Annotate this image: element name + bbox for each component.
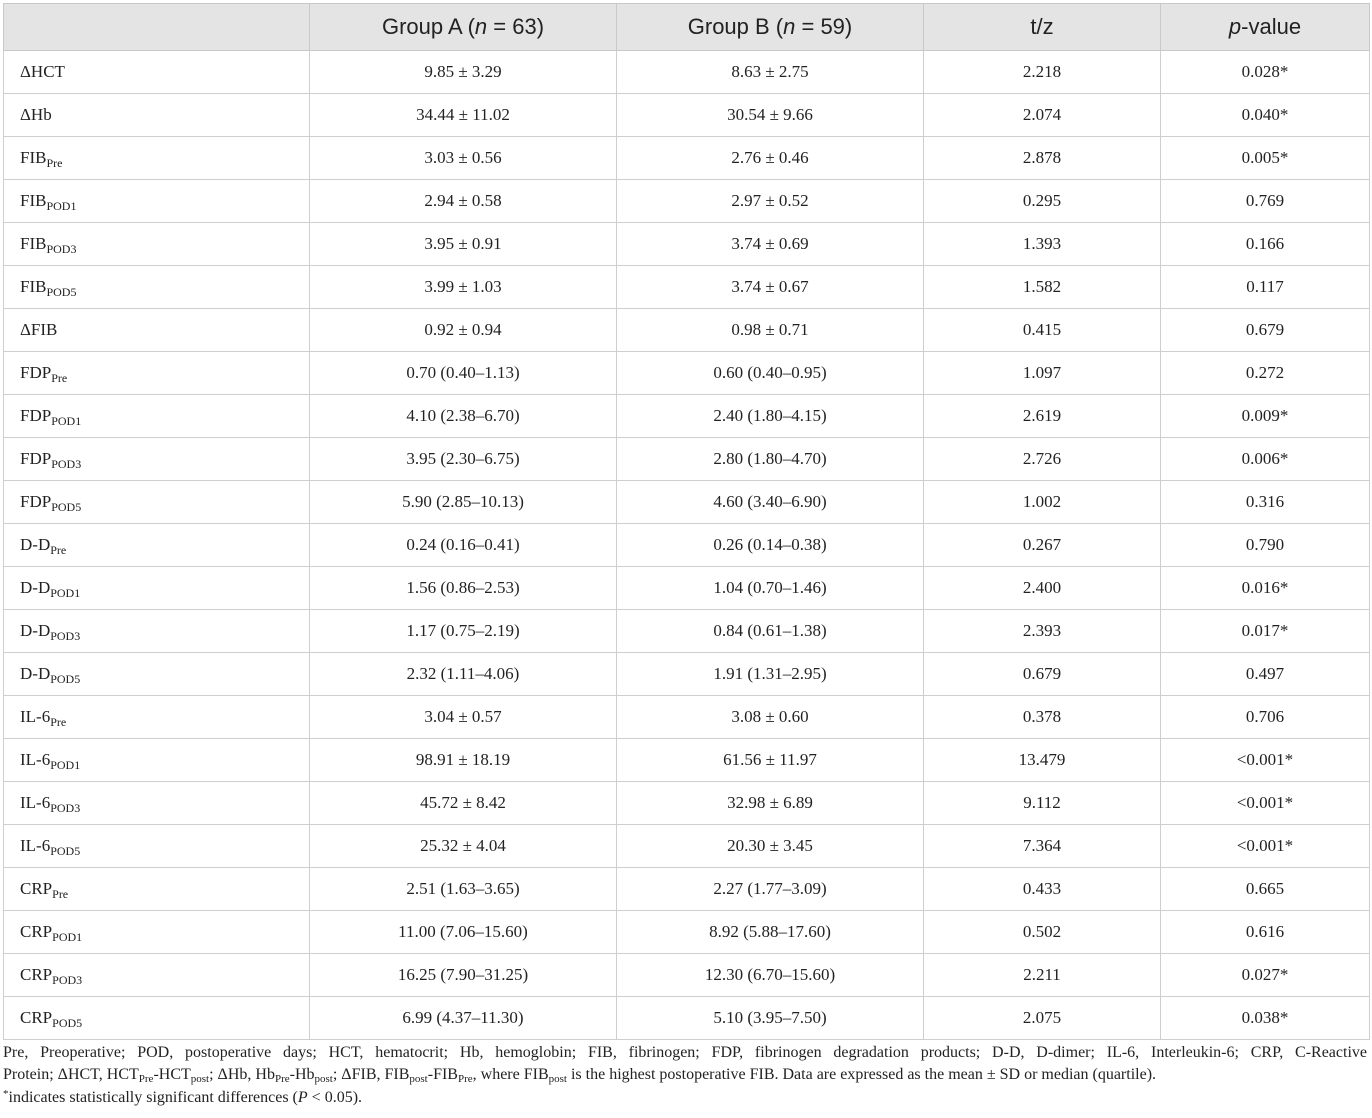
row-label-base: D-D (20, 621, 51, 640)
row-label-base: IL-6 (20, 836, 51, 855)
cell-p-value: 0.316 (1161, 481, 1370, 524)
table-row (4, 868, 1370, 911)
row-label-base: ΔHb (20, 105, 52, 124)
row-label-base: ΔHCT (20, 62, 65, 81)
row-label-base: FDP (20, 363, 52, 382)
row-label (4, 868, 310, 911)
cell-t-z: 7.364 (924, 825, 1161, 868)
cell-group-a: 0.70 (0.40–1.13) (310, 352, 617, 395)
cell-group-a: 6.99 (4.37–11.30) (310, 997, 617, 1040)
cell-group-a: 3.03 ± 0.56 (310, 137, 617, 180)
row-label-subscript: POD5 (46, 285, 77, 299)
table-row (4, 266, 1370, 309)
row-label (4, 610, 310, 653)
cell-group-b: 0.60 (0.40–0.95) (617, 352, 924, 395)
cell-t-z: 2.075 (924, 997, 1161, 1040)
cell-t-z: 1.582 (924, 266, 1161, 309)
cell-t-z: 1.393 (924, 223, 1161, 266)
header-group-b: Group B (n = 59) (617, 4, 924, 51)
row-label-base: CRP (20, 922, 53, 941)
row-label (4, 266, 310, 309)
table-row (4, 137, 1370, 180)
cell-p-value: <0.001* (1161, 825, 1370, 868)
cell-group-a: 98.91 ± 18.19 (310, 739, 617, 782)
row-label (4, 524, 310, 567)
cell-group-b: 20.30 ± 3.45 (617, 825, 924, 868)
cell-t-z: 0.295 (924, 180, 1161, 223)
cell-group-a: 11.00 (7.06–15.60) (310, 911, 617, 954)
row-label-base: ΔFIB (20, 320, 58, 339)
table-row (4, 223, 1370, 266)
table-row (4, 524, 1370, 567)
cell-p-value: 0.497 (1161, 653, 1370, 696)
cell-t-z: 2.074 (924, 94, 1161, 137)
cell-p-value: 0.117 (1161, 266, 1370, 309)
row-label-subscript: POD5 (50, 672, 81, 686)
header-row (4, 4, 1370, 51)
row-label-subscript: POD5 (50, 844, 81, 858)
table-row (4, 911, 1370, 954)
row-label-subscript: POD5 (52, 1016, 83, 1030)
row-label-base: FIB (20, 277, 47, 296)
cell-group-b: 12.30 (6.70–15.60) (617, 954, 924, 997)
cell-t-z: 0.433 (924, 868, 1161, 911)
table-row (4, 610, 1370, 653)
table-row (4, 696, 1370, 739)
row-label-base: CRP (20, 965, 53, 984)
row-label (4, 51, 310, 94)
row-label (4, 309, 310, 352)
row-label-subscript: POD1 (52, 930, 83, 944)
row-label-subscript: Pre (50, 543, 67, 557)
table-container (3, 3, 1369, 1040)
row-label (4, 395, 310, 438)
row-label (4, 438, 310, 481)
table-row (4, 825, 1370, 868)
row-label-base: D-D (20, 535, 51, 554)
cell-p-value: 0.016* (1161, 567, 1370, 610)
row-label (4, 567, 310, 610)
cell-group-a: 1.17 (0.75–2.19) (310, 610, 617, 653)
footnote-line-3: *indicates statistically significant differences (P < 0.05). (3, 1088, 363, 1106)
table-body (4, 51, 1370, 1040)
row-label-base: IL-6 (20, 707, 51, 726)
row-label (4, 696, 310, 739)
cell-p-value: 0.027* (1161, 954, 1370, 997)
row-label-subscript: POD1 (50, 586, 81, 600)
cell-t-z: 2.878 (924, 137, 1161, 180)
row-label-subscript: Pre (46, 156, 63, 170)
cell-t-z: 0.502 (924, 911, 1161, 954)
row-label-base: D-D (20, 578, 51, 597)
cell-group-a: 34.44 ± 11.02 (310, 94, 617, 137)
cell-group-a: 1.56 (0.86–2.53) (310, 567, 617, 610)
table-row (4, 782, 1370, 825)
cell-t-z: 0.378 (924, 696, 1161, 739)
cell-group-b: 1.91 (1.31–2.95) (617, 653, 924, 696)
cell-group-a: 3.95 ± 0.91 (310, 223, 617, 266)
cell-group-b: 0.84 (0.61–1.38) (617, 610, 924, 653)
cell-group-b: 0.26 (0.14–0.38) (617, 524, 924, 567)
row-label-base: FDP (20, 449, 52, 468)
table-row (4, 481, 1370, 524)
table-row (4, 395, 1370, 438)
table-row (4, 739, 1370, 782)
row-label (4, 481, 310, 524)
table-row (4, 309, 1370, 352)
cell-p-value: 0.005* (1161, 137, 1370, 180)
row-label-subscript: Pre (52, 887, 69, 901)
cell-group-a: 45.72 ± 8.42 (310, 782, 617, 825)
table-row (4, 567, 1370, 610)
cell-group-a: 16.25 (7.90–31.25) (310, 954, 617, 997)
cell-t-z: 1.002 (924, 481, 1161, 524)
cell-t-z: 2.619 (924, 395, 1161, 438)
cell-group-b: 32.98 ± 6.89 (617, 782, 924, 825)
cell-group-b: 2.27 (1.77–3.09) (617, 868, 924, 911)
row-label (4, 782, 310, 825)
row-label-base: FIB (20, 234, 47, 253)
row-label-base: FDP (20, 492, 52, 511)
results-table (3, 3, 1370, 1040)
table-row (4, 51, 1370, 94)
table-row (4, 94, 1370, 137)
cell-t-z: 9.112 (924, 782, 1161, 825)
cell-group-b: 4.60 (3.40–6.90) (617, 481, 924, 524)
table-row (4, 352, 1370, 395)
cell-p-value: 0.665 (1161, 868, 1370, 911)
cell-group-b: 8.92 (5.88–17.60) (617, 911, 924, 954)
cell-t-z: 2.400 (924, 567, 1161, 610)
cell-group-b: 3.08 ± 0.60 (617, 696, 924, 739)
cell-t-z: 13.479 (924, 739, 1161, 782)
cell-t-z: 2.211 (924, 954, 1161, 997)
row-label (4, 653, 310, 696)
row-label (4, 352, 310, 395)
row-label-base: FIB (20, 148, 47, 167)
table-row (4, 997, 1370, 1040)
cell-group-b: 0.98 ± 0.71 (617, 309, 924, 352)
cell-p-value: <0.001* (1161, 782, 1370, 825)
cell-group-b: 2.40 (1.80–4.15) (617, 395, 924, 438)
cell-group-a: 2.32 (1.11–4.06) (310, 653, 617, 696)
cell-group-b: 5.10 (3.95–7.50) (617, 997, 924, 1040)
table-footnote (3, 1042, 1367, 1110)
row-label-base: D-D (20, 664, 51, 683)
row-label-base: IL-6 (20, 750, 51, 769)
cell-p-value: 0.769 (1161, 180, 1370, 223)
row-label-subscript: POD1 (51, 414, 82, 428)
cell-p-value: 0.028* (1161, 51, 1370, 94)
cell-group-a: 3.95 (2.30–6.75) (310, 438, 617, 481)
cell-t-z: 0.267 (924, 524, 1161, 567)
row-label-subscript: POD1 (50, 758, 81, 772)
cell-p-value: 0.009* (1161, 395, 1370, 438)
row-label-subscript: POD3 (50, 629, 81, 643)
cell-group-b: 3.74 ± 0.67 (617, 266, 924, 309)
row-label (4, 997, 310, 1040)
row-label-base: FDP (20, 406, 52, 425)
cell-group-a: 0.24 (0.16–0.41) (310, 524, 617, 567)
row-label-base: FIB (20, 191, 47, 210)
row-label (4, 180, 310, 223)
row-label-subscript: POD5 (51, 500, 82, 514)
cell-p-value: 0.679 (1161, 309, 1370, 352)
cell-group-a: 9.85 ± 3.29 (310, 51, 617, 94)
row-label-base: CRP (20, 879, 53, 898)
cell-p-value: 0.017* (1161, 610, 1370, 653)
row-label-subscript: Pre (50, 715, 67, 729)
row-label (4, 94, 310, 137)
table-row (4, 954, 1370, 997)
footnote-line-2: Protein; ΔHCT, HCTPre-HCTpost; ΔHb, HbPre-Hbpost; ΔFIB, FIBpost-FIBPre, where FIBpost is the highest postoperative FIB. Data are expressed as the mean ± SD or median (quartile). (3, 1066, 1157, 1085)
cell-group-b: 1.04 (0.70–1.46) (617, 567, 924, 610)
cell-group-b: 30.54 ± 9.66 (617, 94, 924, 137)
header-group-a: Group A (n = 63) (310, 4, 617, 51)
cell-p-value: 0.790 (1161, 524, 1370, 567)
header-variable (4, 4, 310, 51)
cell-group-a: 2.94 ± 0.58 (310, 180, 617, 223)
row-label (4, 223, 310, 266)
table-row (4, 438, 1370, 481)
cell-t-z: 1.097 (924, 352, 1161, 395)
cell-t-z: 2.218 (924, 51, 1161, 94)
cell-group-b: 61.56 ± 11.97 (617, 739, 924, 782)
cell-p-value: 0.038* (1161, 997, 1370, 1040)
cell-group-a: 4.10 (2.38–6.70) (310, 395, 617, 438)
cell-t-z: 0.679 (924, 653, 1161, 696)
cell-group-b: 8.63 ± 2.75 (617, 51, 924, 94)
cell-p-value: 0.166 (1161, 223, 1370, 266)
cell-t-z: 2.393 (924, 610, 1161, 653)
row-label (4, 825, 310, 868)
cell-p-value: 0.706 (1161, 696, 1370, 739)
row-label-base: IL-6 (20, 793, 51, 812)
row-label-subscript: POD3 (51, 457, 82, 471)
cell-t-z: 0.415 (924, 309, 1161, 352)
row-label (4, 739, 310, 782)
cell-p-value: 0.040* (1161, 94, 1370, 137)
cell-group-a: 0.92 ± 0.94 (310, 309, 617, 352)
cell-p-value: 0.006* (1161, 438, 1370, 481)
row-label-subscript: POD3 (46, 242, 77, 256)
cell-p-value: 0.272 (1161, 352, 1370, 395)
cell-t-z: 2.726 (924, 438, 1161, 481)
cell-p-value: <0.001* (1161, 739, 1370, 782)
footnote-line-1: Pre, Preoperative; POD, postoperative days; HCT, hematocrit; Hb, hemoglobin; FIB, fibrinogen; FDP, fibrinogen degradation products; D-D, D-dimer; IL-6, Interleukin-6; CRP, C-Reactive (3, 1044, 1367, 1061)
row-label-base: CRP (20, 1008, 53, 1027)
cell-group-a: 5.90 (2.85–10.13) (310, 481, 617, 524)
row-label-subscript: Pre (51, 371, 68, 385)
table-row (4, 180, 1370, 223)
row-label-subscript: POD3 (52, 973, 83, 987)
table-row (4, 653, 1370, 696)
cell-group-b: 2.80 (1.80–4.70) (617, 438, 924, 481)
cell-group-b: 3.74 ± 0.69 (617, 223, 924, 266)
cell-group-a: 3.99 ± 1.03 (310, 266, 617, 309)
row-label (4, 954, 310, 997)
row-label (4, 911, 310, 954)
row-label (4, 137, 310, 180)
cell-group-a: 25.32 ± 4.04 (310, 825, 617, 868)
cell-group-a: 2.51 (1.63–3.65) (310, 868, 617, 911)
cell-group-b: 2.97 ± 0.52 (617, 180, 924, 223)
cell-group-b: 2.76 ± 0.46 (617, 137, 924, 180)
row-label-subscript: POD1 (46, 199, 77, 213)
cell-p-value: 0.616 (1161, 911, 1370, 954)
header-p-value: p-value (1161, 4, 1370, 51)
header-t-z: t/z (924, 4, 1161, 51)
row-label-subscript: POD3 (50, 801, 81, 815)
cell-group-a: 3.04 ± 0.57 (310, 696, 617, 739)
